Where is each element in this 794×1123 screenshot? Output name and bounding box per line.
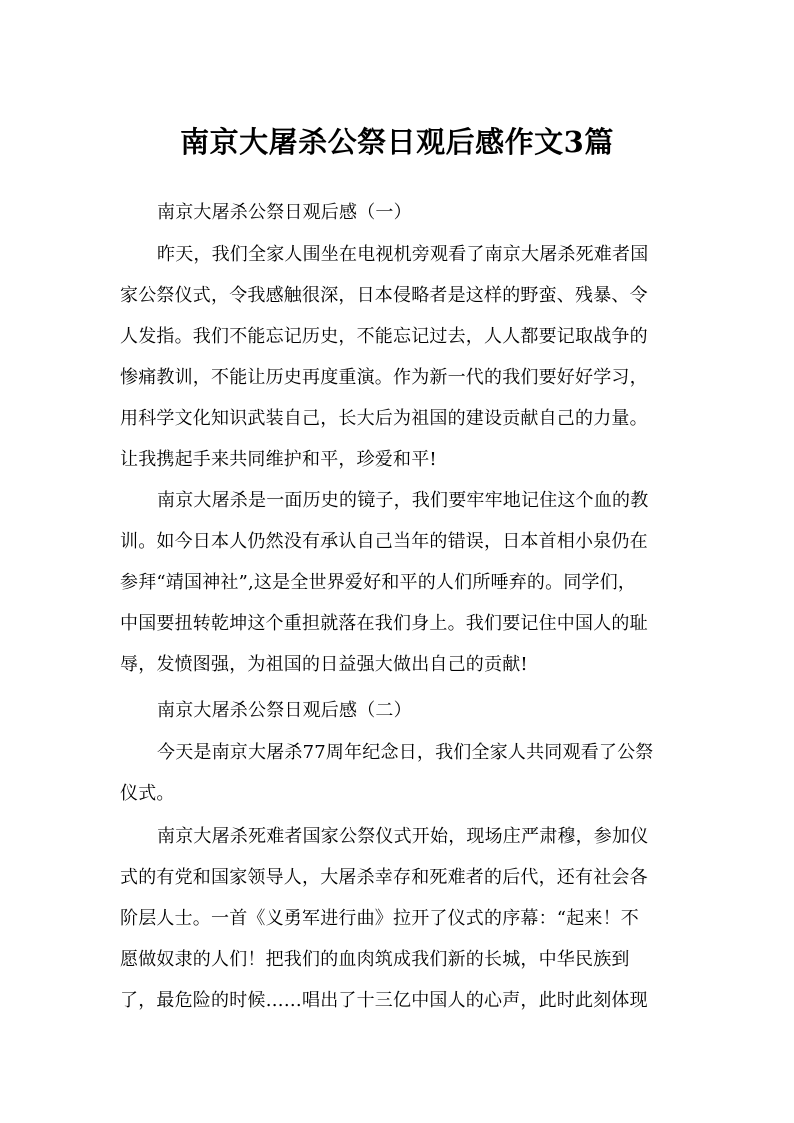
paragraph-line: 参拜“靖国神社”,这是全世界爱好和平的人们所唾弃的。同学们， xyxy=(120,572,637,593)
paragraph-line: 中国要扭转乾坤这个重担就落在我们身上。我们要记住中国人的耻 xyxy=(120,613,648,634)
paragraph-line: 今天是南京大屠杀77周年纪念日，我们全家人共同观看了公祭 xyxy=(157,742,654,763)
paragraph-line: 家公祭仪式，令我感触很深，日本侵略者是这样的野蛮、残暴、令 xyxy=(120,285,648,306)
paragraph-line: 了，最危险的时候……唱出了十三亿中国人的心声，此时此刻体现 xyxy=(120,990,648,1011)
paragraph-line: 惨痛教训，不能让历史再度重演。作为新一代的我们要好好学习， xyxy=(120,367,648,388)
paragraph-line: 用科学文化知识武装自己，长大后为祖国的建设贡献自己的力量。 xyxy=(120,408,648,429)
paragraph-line: 训。如今日本人仍然没有承认自己当年的错误，日本首相小泉仍在 xyxy=(120,531,648,552)
paragraph-line: 仪式。 xyxy=(120,783,175,804)
paragraph-line: 辱，发愤图强，为祖国的日益强大做出自己的贡献! xyxy=(120,654,528,675)
paragraph-line: 阶层人士。一首《义勇军进行曲》拉开了仪式的序幕：“起来！不 xyxy=(120,908,639,929)
section-heading-2: 南京大屠杀公祭日观后感（二） xyxy=(157,700,412,721)
paragraph-line: 愿做奴隶的人们！把我们的血肉筑成我们新的长城，中华民族到 xyxy=(120,949,630,970)
paragraph-line: 让我携起手来共同维护和平，珍爱和平! xyxy=(120,449,437,470)
paragraph-line: 式的有党和国家领导人，大屠杀幸存和死难者的后代，还有社会各 xyxy=(120,867,648,888)
section-heading-1: 南京大屠杀公祭日观后感（一） xyxy=(157,202,412,223)
paragraph-line: 人发指。我们不能忘记历史，不能忘记过去，人人都要记取战争的 xyxy=(120,326,648,347)
paragraph-line: 南京大屠杀是一面历史的镜子，我们要牢牢地记住这个血的教 xyxy=(157,490,649,511)
paragraph-line: 昨天，我们全家人围坐在电视机旁观看了南京大屠杀死难者国 xyxy=(157,244,649,265)
paragraph-line: 南京大屠杀死难者国家公祭仪式开始，现场庄严肃穆，参加仪 xyxy=(157,826,649,847)
document-title: 南京大屠杀公祭日观后感作文3篇 xyxy=(180,125,614,159)
